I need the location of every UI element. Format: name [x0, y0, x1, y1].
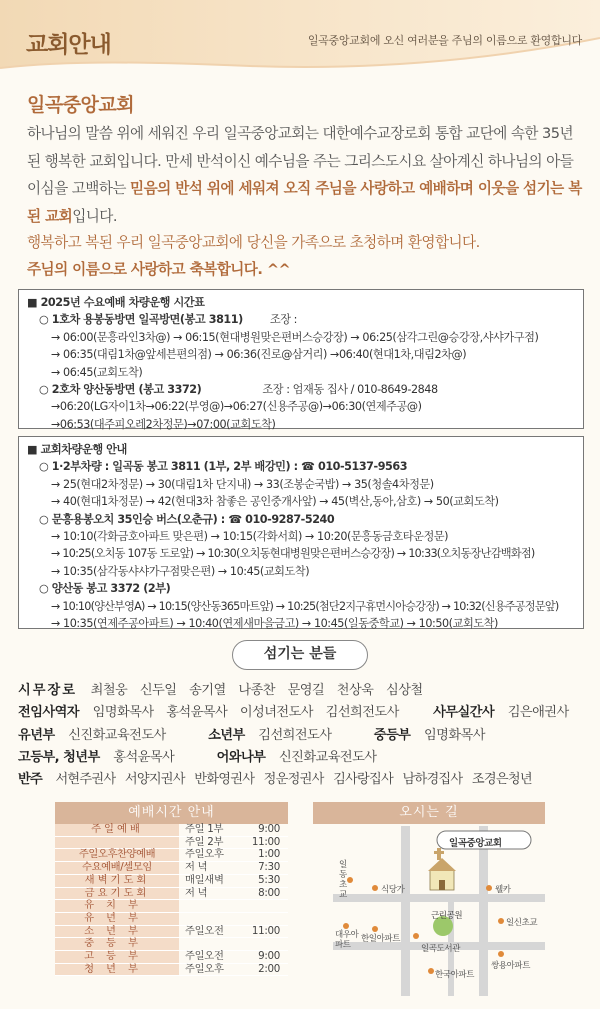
directions-map — [313, 826, 545, 996]
welcome-line-2: 주님의 이름으로 사랑하고 축복합니다. ^^ — [27, 261, 291, 278]
worship-time — [241, 912, 288, 925]
choir-name: 반화영권사 — [194, 772, 255, 788]
bus1-staff: 조장 : — [269, 313, 297, 327]
map-label-wellbeing: 웰카 — [495, 885, 511, 895]
choir-name: 남하경집사 — [402, 772, 463, 788]
worship-name: 수요예배/셀모임 — [55, 862, 179, 875]
worship-name: 유치부 — [55, 900, 179, 913]
bus1-route-3: → 06:45(교회도착) — [51, 365, 143, 379]
elder-name: 천상욱 — [336, 683, 374, 698]
table-row — [55, 824, 288, 836]
worship-day: 매일새벽 — [179, 874, 241, 887]
worship-time — [241, 900, 288, 913]
map-label-park: 근린공원 — [431, 911, 463, 921]
table-row — [55, 836, 288, 849]
worship-name: 고등부 — [55, 951, 179, 964]
worship-title: 예배시간 안내 — [55, 802, 288, 824]
intro-highlight: 믿음의 반석 위에 세워져 오직 주님을 사랑하고 예배하며 이웃을 섬기는 복된 교회 — [27, 180, 582, 225]
choir-name: 정운정권사 — [263, 772, 324, 788]
table-row — [55, 900, 288, 913]
toddler-role: 유년부 — [18, 727, 55, 743]
table-row — [55, 887, 288, 900]
cbus1-route-1: → 25(현대2차정문) → 30(대림1차 단지내) → 33(조봉순국밥) → 35(청솔4차정문) — [51, 477, 434, 491]
bus2-header — [27, 381, 577, 398]
header-banner — [0, 0, 600, 74]
worship-name: 유년부 — [55, 912, 179, 925]
wednesday-bus-title: ■ 2025년 수요예배 차량운행 시간표 — [27, 296, 205, 309]
servers-row-elders — [18, 680, 588, 702]
bus2-title: ○ 2호차 양산동방면 (봉고 3372) — [39, 383, 202, 397]
table-row — [55, 862, 288, 875]
table-row — [55, 963, 288, 976]
worship-time: 8:00 — [241, 887, 288, 900]
bus2-route-1: →06:20(LG자이1차→06:22(부영@)→06:27(신용주공@)→06:30(연제주공@) — [51, 400, 422, 414]
worship-day: 주일 1부 — [179, 824, 241, 836]
cbus2-route-1: → 10:10(각화금호아파트 맞은편) → 10:15(각화서희) → 10:20(문흥동금호타운정문) — [51, 530, 449, 544]
servers-list — [18, 680, 588, 791]
choir-name: 서양지권사 — [124, 772, 185, 788]
table-row — [55, 925, 288, 938]
high-role: 고등부, 청년부 — [18, 749, 100, 765]
worship-time: 5:30 — [241, 874, 288, 887]
map-label-library: 일곡도서관 — [421, 944, 461, 954]
elder-name: 나종찬 — [238, 683, 275, 698]
servers-title: 섬기는 분들 — [232, 640, 368, 670]
worship-time: 9:00 — [241, 824, 288, 836]
elders-role: 시무장로 — [18, 683, 77, 698]
wednesday-bus-schedule — [18, 289, 584, 429]
worship-time: 9:00 — [241, 951, 288, 964]
servers-row-pastors — [18, 702, 588, 724]
worship-time: 2:00 — [241, 963, 288, 976]
kid-name: 신진화교육전도사 — [278, 749, 377, 765]
worship-name: 소년부 — [55, 925, 179, 938]
worship-name: 금요기도회 — [55, 887, 179, 900]
worship-time — [241, 938, 288, 951]
servers-row-depts-2 — [18, 747, 588, 769]
office-name: 김은애권사 — [507, 705, 569, 721]
pastor-name: 이성녀전도사 — [239, 705, 313, 721]
map-label-restaurant: 식당가 — [381, 885, 405, 895]
worship-day: 주일오후 — [179, 849, 241, 862]
table-row — [55, 874, 288, 887]
kid-role: 어와나부 — [216, 749, 266, 765]
worship-time: 1:00 — [241, 849, 288, 862]
cbus1-title: ○ 1·2부차량 : 일곡동 봉고 3811 (1부, 2부 배강민) : ☎ 010-5137-9563 — [39, 460, 408, 474]
choir-role: 반주 — [18, 772, 42, 788]
choir-name: 김사랑집사 — [333, 772, 394, 788]
worship-time: 11:00 — [241, 925, 288, 938]
map-label-hanil: 한일아파트 — [361, 934, 401, 944]
elder-name: 최철웅 — [90, 683, 128, 698]
church-intro — [27, 120, 583, 230]
cbus3-route-1: → 10:10(양산부영A) → 10:15(양산동365마트앞) → 10:25(첨단2지구휴먼시아승강장) → 10:32(신용주공정문앞) — [51, 599, 559, 613]
worship-day: 저 녁 — [179, 862, 241, 875]
church-bus-title: ■ 교회차량운행 안내 — [27, 443, 127, 456]
worship-name: 청년부 — [55, 963, 179, 976]
bus1-header — [27, 311, 577, 328]
cbus1-route-2: → 40(현대1차정문) → 42(현대3차 참좋은 공인중개사앞) → 45(벽산,동아,삼호) → 50(교회도착) — [51, 495, 499, 509]
cbus3-route-2: → 10:35(연제주공아파트) → 10:40(연제새마을금고) → 10:45(일동중학교) → 10:50(교회도착) — [51, 617, 498, 631]
worship-day: 주일오후 — [179, 963, 241, 976]
worship-day: 주일오전 — [179, 925, 241, 938]
map-label-ssangyong: 쌍용아파트 — [491, 961, 531, 971]
header-title: 교회안내 — [26, 32, 111, 58]
intro-text-2: 입니다. — [72, 207, 117, 225]
worship-name — [55, 836, 179, 849]
middle-role: 중등부 — [373, 727, 411, 743]
youth-role: 소년부 — [208, 727, 245, 743]
elder-name: 문영길 — [287, 683, 325, 698]
worship-table — [55, 824, 288, 976]
pastor-name: 홍석윤목사 — [166, 705, 228, 721]
choir-name: 조경은청년 — [471, 772, 532, 788]
worship-day — [179, 938, 241, 951]
worship-day — [179, 900, 241, 913]
pastors-role: 전임사역자 — [18, 705, 79, 721]
table-row — [55, 938, 288, 951]
intro-text-1: 하나님의 말씀 위에 세워진 우리 일곡중앙교회는 대한예수교장로회 통합 교단에 속한 35년 된 행복한 교회입니다. 만세 반석이신 예수님을 주는 그리스도시요 살아계신 하나님의 아들이심을 고백하는 — [27, 125, 574, 197]
worship-time: 11:00 — [241, 836, 288, 849]
map-label-daewoo: 대우아파트 — [335, 930, 359, 950]
worship-name: 새벽기도회 — [55, 874, 179, 887]
bus1-route-1: → 06:00(문흥라인3차@) → 06:15(현대병원맞은편버스승강장) → 06:25(삼각그린@승강장,샤샤가구점) — [51, 330, 539, 344]
servers-row-depts-1 — [18, 725, 588, 747]
church-name: 일곡중앙교회 — [27, 94, 135, 116]
church-building-icon — [428, 848, 456, 890]
map-label-ilsin: 일신초교 — [506, 918, 538, 928]
welcome-line-1: 행복하고 복된 우리 일곡중앙교회에 당신을 가족으로 초청하며 환영합니다. — [27, 234, 480, 251]
header-tagline: 일곡중앙교회에 오신 여러분을 주님의 이름으로 환영합니다 — [307, 34, 582, 47]
cbus2-route-2: → 10:25(오치동 107동 도로앞) → 10:30(오치동현대병원맞은편버스승강장) → 10:33(오치동장난감백화점) — [51, 547, 535, 561]
table-row — [55, 951, 288, 964]
high-name: 홍석윤목사 — [113, 749, 175, 765]
worship-name: 중등부 — [55, 938, 179, 951]
bus1-title: ○ 1호차 용봉동방면 일곡방면(봉고 3811) — [39, 313, 243, 327]
cbus3-title: ○ 양산동 봉고 3372 (2부) — [39, 582, 171, 596]
elder-name: 송기열 — [189, 683, 226, 698]
table-row — [55, 849, 288, 862]
bus1-route-2: → 06:35(대림1차@앞세븐편의점) → 06:36(진로@삼거리) →06:40(현대1차,대림2차@) — [51, 348, 467, 362]
choir-name: 서현주권사 — [55, 772, 116, 788]
elder-name: 신두일 — [139, 683, 177, 698]
pastor-name: 임명화목사 — [92, 705, 154, 721]
elder-name: 심상철 — [386, 683, 423, 698]
bus2-route-2: →06:53(대주피오레2차정문)→07:00(교회도착) — [51, 417, 276, 431]
office-role: 사무실간사 — [433, 705, 495, 721]
middle-name: 임명화목사 — [423, 727, 485, 743]
youth-name: 김선희전도사 — [258, 727, 332, 743]
church-bus-schedule — [18, 436, 584, 629]
cbus2-title: ○ 문흥용봉오치 35인승 버스(오춘규) : ☎ 010-9287-5240 — [39, 512, 335, 526]
worship-day: 주일 2부 — [179, 836, 241, 849]
worship-time: 7:30 — [241, 862, 288, 875]
bus2-staff: 조장 : 엄재동 집사 / 010-8649-2848 — [262, 383, 438, 397]
cbus2-route-3: → 10:35(삼각동샤샤가구점맞은편) → 10:45(교회도착) — [51, 564, 310, 578]
worship-day: 저 녁 — [179, 887, 241, 900]
toddler-name: 신진화교육전도사 — [68, 727, 166, 743]
worship-day: 주일오전 — [179, 951, 241, 964]
welcome-message — [27, 229, 583, 283]
directions-title: 오시는 길 — [313, 802, 545, 824]
map-label-hankook: 한국아파트 — [435, 970, 475, 980]
pastor-name: 김선희전도사 — [325, 705, 399, 721]
map-label-ilgok-elem: 일동초교 — [339, 860, 347, 900]
table-row — [55, 912, 288, 925]
worship-name: 주일예배 — [55, 824, 179, 836]
map-church-label: 일곡중앙교회 — [449, 838, 502, 849]
worship-name: 주일오후찬양예배 — [55, 849, 179, 862]
servers-row-choir — [18, 769, 588, 791]
worship-day — [179, 912, 241, 925]
